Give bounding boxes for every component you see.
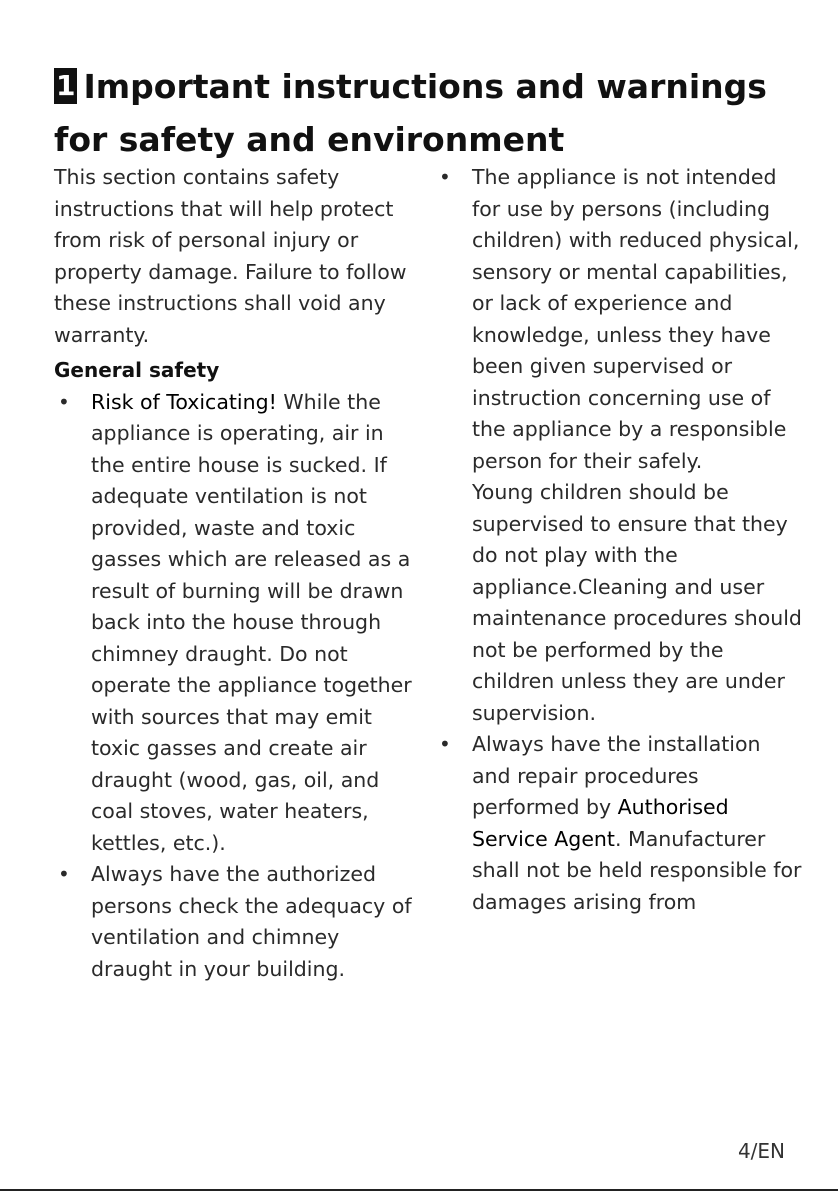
risk-warning-label: Risk of Toxicating! (91, 389, 277, 414)
page-heading (54, 60, 814, 166)
bullet-text: Always have the authorized persons check the adequacy of ventilation and chimney draught in your building. (91, 862, 412, 981)
general-safety-heading: General safety (54, 358, 220, 382)
left-column (54, 162, 419, 985)
heading-title: Important instructions and warnings for safety and environment (54, 67, 767, 159)
safety-bullet-list (54, 387, 419, 986)
bullet-toxicating (54, 387, 419, 860)
bullet-reduced-capabilities (435, 162, 805, 729)
chapter-number-badge: 1 (56, 69, 76, 102)
bullet-dot: • (439, 165, 451, 189)
bullet-text-after: . Manufacturer shall not be held responsible for damages arising from (472, 826, 802, 914)
bullet-dot: • (58, 862, 70, 886)
intro-paragraph: This section contains safety instructions that will help protect from risk of personal injury or property damage. Failure to follow these instructions shall void any warranty. (54, 165, 407, 347)
bullet-text: Always have the installation and repair procedures performed by (472, 732, 761, 819)
authorised-service-agent-link[interactable]: Authorised Service Agent (472, 795, 729, 851)
page-number: 4/EN (737, 1139, 785, 1163)
bullet-text-children: Young children should be supervised to ensure that they do not play with the appliance.Cleaning and user maintenance procedures should not be performed by the children unless they are under supervision. (472, 480, 802, 725)
right-column (435, 162, 805, 918)
bullet-dot: • (439, 732, 451, 756)
bullet-authorised-service (435, 729, 805, 918)
bullet-text: The appliance is not intended for use by persons (including children) with reduced physical, sensory or mental capabilities, or lack of experience and knowledge, unless they have been given supervised or instruction concerning use of the appliance by a responsible person for their safely. (472, 165, 800, 473)
safety-bullet-list-continued (435, 162, 805, 918)
bullet-dot: • (58, 389, 70, 414)
bullet-text: While the appliance is operating, air in the entire house is sucked. If adequate ventilation is not provided, waste and toxic gasses which are released as a result of burning will be drawn back into the house through chimney draught. Do not operate the appliance together with sources that may emit toxic gasses and create air draught (wood, gas, oil, and coal stoves, water heaters, kettles, etc.). (91, 389, 412, 855)
bullet-ventilation-check (54, 859, 419, 985)
